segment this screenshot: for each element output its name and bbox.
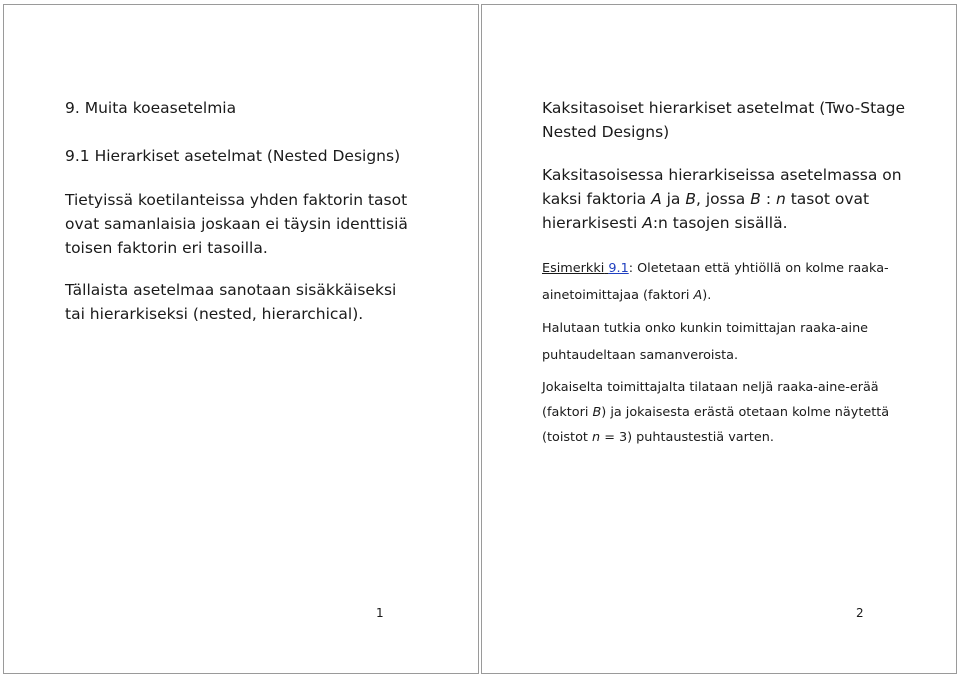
text-line: Jokaiselta toimittajalta tilataan neljä raaka-aine-erää (542, 380, 879, 395)
subsection-heading: 9.1 Hierarkiset asetelmat (Nested Designs) (65, 147, 401, 165)
text-line: Tietyissä koetilanteissa yhden faktorin tasot (65, 191, 408, 209)
text-line: Halutaan tutkia onko kunkin toimittajan raaka-aine (542, 321, 869, 336)
paragraph-halutaan (542, 315, 868, 369)
text-line: ovat samanlaisia joskaan ei täysin identtisiä (65, 215, 408, 233)
math-var-B: B (592, 405, 602, 420)
section-heading: 9. Muita koeasetelmia (65, 99, 237, 117)
text-line: Kaksitasoiset hierarkiset asetelmat (Two-Stage (542, 99, 906, 117)
example-label: Esimerkki (542, 261, 605, 276)
math-var-A: A (651, 190, 662, 208)
math-var-B: B (685, 190, 697, 208)
intro-paragraph (542, 163, 902, 235)
text-line: (toistot n = 3) puhtaustestiä varten. (542, 430, 774, 445)
text-line: Kaksitasoisessa hierarkiseissa asetelmassa on (542, 166, 902, 184)
math-var-B: B (750, 190, 761, 208)
math-var-A: A (693, 288, 703, 303)
text-line: Tällaista asetelmaa sanotaan sisäkkäiseksi (65, 281, 397, 299)
text-line: kaksi faktoria A ja B, jossa B : n tasot ovat (542, 190, 870, 208)
paragraph-1 (65, 188, 408, 260)
page-title (542, 96, 905, 144)
text-line: tai hierarkiseksi (nested, hierarchical). (65, 305, 364, 323)
paragraph-2 (65, 278, 396, 326)
math-var-n: n (592, 430, 601, 445)
page-1 (3, 4, 479, 674)
math-var-n: n (775, 190, 786, 208)
page-2 (481, 4, 957, 674)
page-number: 2 (856, 606, 864, 620)
example-number: 9.1 (608, 261, 629, 276)
text-line: Nested Designs) (542, 123, 670, 141)
page-number: 1 (376, 606, 384, 620)
text-line: Esimerkki 9.1: Oletetaan että yhtiöllä on kolme raaka- (542, 261, 889, 276)
math-var-A: A (642, 214, 653, 232)
example-paragraph (542, 255, 889, 309)
text-line: ainetoimittajaa (faktori A). (542, 288, 712, 303)
text-line: toisen faktorin eri tasoilla. (65, 239, 268, 257)
paragraph-jokaiselta (542, 375, 889, 450)
text-line: puhtaudeltaan samanveroista. (542, 348, 739, 363)
text-line: (faktori B) ja jokaisesta erästä otetaan kolme näytettä (542, 405, 890, 420)
text-line: hierarkisesti A:n tasojen sisällä. (542, 214, 788, 232)
